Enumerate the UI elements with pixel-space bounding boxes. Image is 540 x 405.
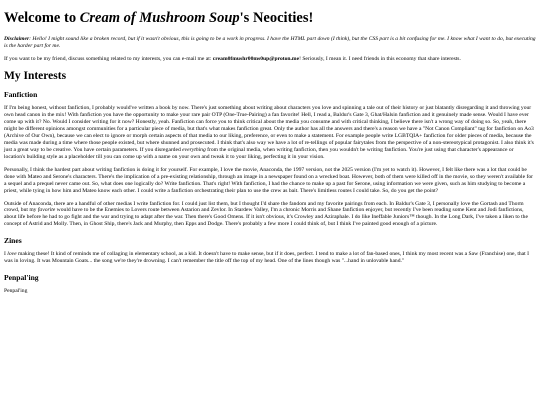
- contact-text-post: ! Seriously, I mean it. I need friends in this economy that share interests.: [299, 55, 461, 62]
- penpaling-heading: Penpal'ing: [4, 273, 39, 283]
- interests-heading: My Interests: [4, 70, 67, 83]
- penpaling-paragraph: Penpal'ing: [4, 288, 28, 295]
- contact-text-pre: If you want to be my friend, discuss something related to my interests, you can e-mail me at:: [4, 55, 213, 62]
- contact-email[interactable]: cream0fmushr00ms0up@proton.me: [212, 55, 300, 62]
- fanfiction-p1-text-a: If I'm being honest, without fanfiction, I probably would've written a book by now. There's just something about writing about characters you love and spinning a tale out of their history or just blatantly disregarding it and throwing your own head canon in the mix! With fanfiction you have the opportunity to make your rare pair OTP (One-True-Pairing) a fan favorite! Hell, I read a, Baldur's Gate 3, Ghat/Halsin fanfiction and it genuinely made sense. Would I have ever come up with it? No. Would I consider writing for it now? Honestly, yeah. Fanfiction can force you to think critical about the media you consume and with critical thinking, I believe there isn't a wrong way of doing so. So, yeah, there might be different opinions amongst communities for a particular piece of media, but that's what makes fanfiction great. Only the author has all the answers and there's a reason we have a "Not Canon Compliant" tag for fanfiction on Ao3 (Archive of Our Own), because we can elect to ignore or morph certain aspects of that media to our liking, preference, or even to make a statement. For example people write LGBTQIA+ fanfiction for older pieces of media, because the media was made during a time where those people existed, but where shunned and prosecuted. I think that's also way we have a lot of re-tellings of popular fairytales from the perspective of a non-stereotypical protagonist. I also think it's just a great way to be creative. You have certain parameters. If you disregarded: [4, 105, 534, 153]
- fanfiction-p3-emphasis: favorite: [37, 207, 56, 214]
- zines-paragraph: [4, 251, 536, 265]
- contact-paragraph: [4, 56, 536, 63]
- fanfiction-p1-emphasis: everything: [182, 146, 206, 153]
- fanfiction-p3-text-a: Outside of Anaconda, there are a handful of other medias I write fanfiction for. I could just list them, but I thought I'd share the fandom and my favorite pairings from each. In Baldur's Gate 3, I personally love the Gortash and Thorm crowd, but my: [4, 200, 524, 214]
- fanfiction-p1-text-b: from the original media, when writing fanfiction, then you wouldn't be writing fanfiction. You're just using that character's appearance or location's building style as a placeholder till you can come up with a name on your own and tweak it to your liking, perfecting it in your vision.: [4, 146, 514, 160]
- fanfiction-paragraph-1: [4, 105, 536, 160]
- zines-text-a: I: [4, 251, 8, 258]
- fanfiction-heading: Fanfiction: [4, 90, 38, 100]
- page-title: [4, 10, 536, 27]
- disclaimer-label: Disclaimer: [4, 35, 30, 42]
- page-title-suffix: 's Neocities!: [239, 10, 314, 26]
- fanfiction-section: [4, 90, 536, 228]
- page-title-prefix: Welcome to: [4, 10, 80, 26]
- zines-text-b: making these! It kind of reminds me of collaging in elementary school, as a kid. It doesn't have to make sense, but if it does, perfect. I tend to make a lot of fan-based ones, I think my most recent was a Saw (Franchise) one, that I was in loving. It was Mountain Goats... the song we're they're drowning. I can't remember the title off the top of my head. One of the lines though was "...hand in unlovable hand.": [4, 251, 529, 265]
- disclaimer-paragraph: [4, 36, 536, 50]
- fanfiction-paragraph-3: [4, 201, 536, 229]
- fanfiction-p3-text-b: would have to be the Enemies to Lovers route between Astarion and Zevlor. In Stardew Valley, I'm a chronic Morris and Shane fanfiction enjoyer, but recently I've been reading some Kent and Jodi fanfictions, about life before he had to go fight and the war and trying to adapt after the war. Then there's Good Omens. If it isn't obvious, it's Crowley and Aziraphale. I do like Ineffable Juniors™ though. In the Long Dark, I've taken a liken to the concept of Astrid and Molly. Then, in Ghost Ship, there's Jack and Murphy, then Epps and Dodge. There's probably a few more I could think of, but I think I've painted good enough of a picture.: [4, 207, 528, 228]
- fanfiction-paragraph-2: Personally, I think the hardest part about writing fanfiction is doing it for yourself. For example, I love the movie, Anaconda, the 1997 version, not the 2025 version (I'm yet to watch it). However, I felt like there was a lot that could be done with Mateo and Serone's characters. There's the implication of a pre-existing relationship, through an image in a newspaper found on a wrecked boat. However, both of them were killed off in the movie, so they weren't available for a sequel and a prequel never came out. So, what does one logically do? Write fanfiction. That's right! With fanfiction, I had the chance to make up a past for Serone, using information we were given, such as him studying to become a priest, while tying in how him and Mateo know each other. I could write a fanfiction orchestrating their plan to use the crew as bait. There's limitless routes I could take. So, do you get the point?: [4, 166, 534, 194]
- penpaling-section: [4, 273, 536, 295]
- disclaimer-text: : Hello! I might sound like a broken record, but if it wasn't obvious, this is going to be a work in progress. I have the HTML part down (I think), but the CSS part is a bit confusing for me. I know what I want to do, but executing is the harder part for me.: [4, 35, 536, 49]
- zines-heading: Zines: [4, 236, 22, 246]
- page-title-name: Cream of Mushroom Soup: [79, 10, 240, 26]
- zines-section: [4, 236, 536, 265]
- zines-emphasis: love: [7, 251, 17, 258]
